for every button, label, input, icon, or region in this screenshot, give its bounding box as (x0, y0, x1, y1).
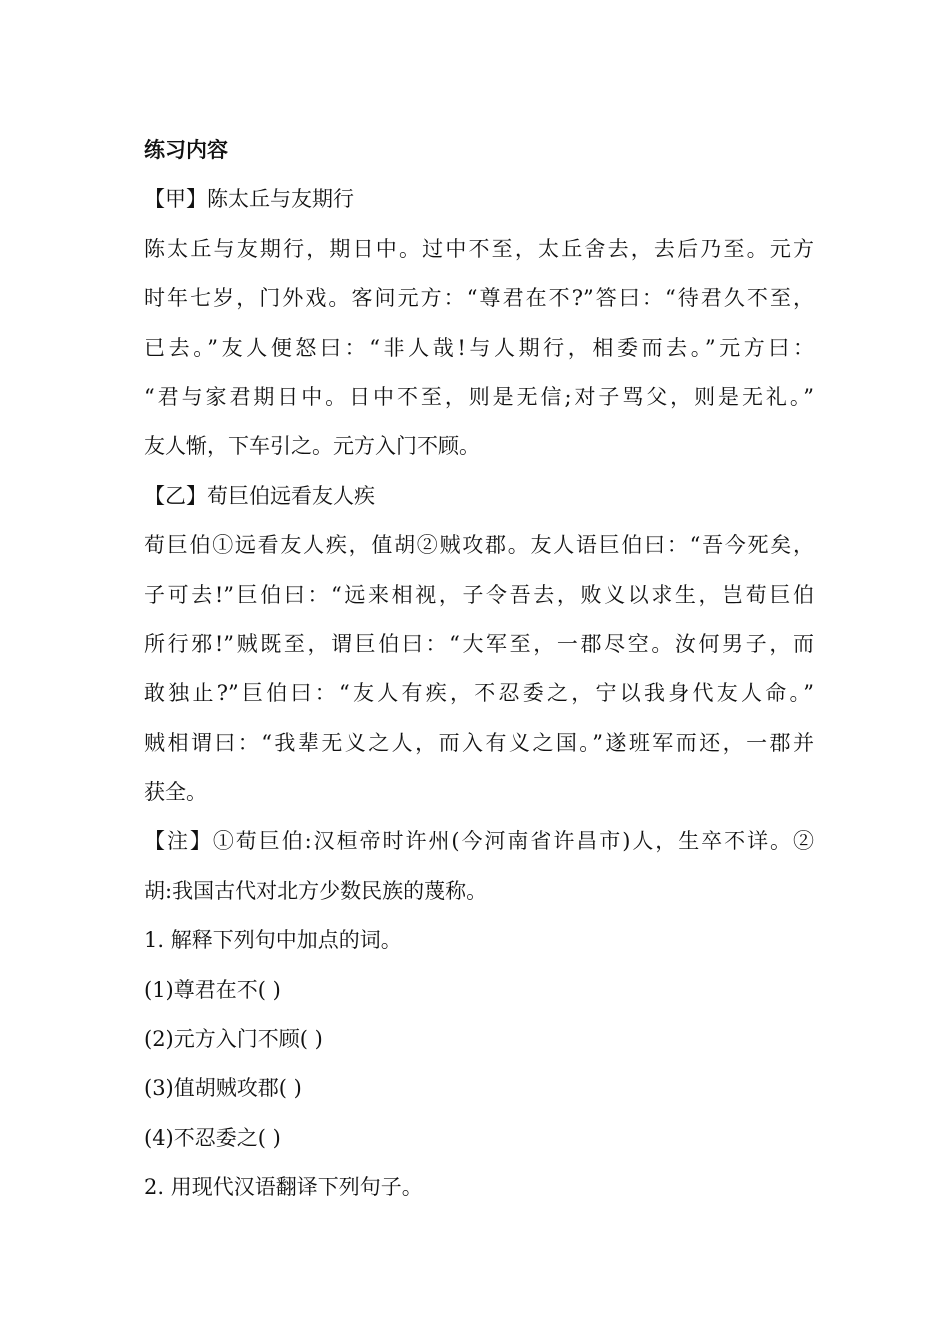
passage-a-line: “君与家君期日中。日中不至，则是无信;对子骂父，则是无礼。” (144, 384, 814, 409)
passage-a-line: 陈太丘与友期行，期日中。过中不至，太丘舍去，去后乃至。元方 (144, 236, 814, 261)
footnote-line: 胡:我国古代对北方少数民族的蔑称。 (144, 878, 488, 903)
question-1-item: (1)尊君在不( ) (144, 977, 281, 1002)
passage-b-line: 子可去!”巨伯曰：“远来相视，子令吾去，败义以求生，岂荀巨伯 (144, 582, 814, 607)
document-page (144, 126, 814, 1213)
question-2-prompt: 2. 用现代汉语翻译下列句子。 (144, 1175, 423, 1200)
footnote-line: 【注】①荀巨伯:汉桓帝时许州(今河南省许昌市)人，生卒不详。② (144, 829, 814, 854)
passage-b-line: 敢独止?”巨伯曰：“友人有疾，不忍委之，宁以我身代友人命。” (144, 681, 814, 706)
passage-b-line: 贼相谓曰：“我辈无义之人，而入有义之国。”遂班军而还，一郡并 (144, 730, 814, 755)
passage-b-title: 【乙】荀巨伯远看友人疾 (144, 483, 375, 508)
question-1-prompt: 1. 解释下列句中加点的词。 (144, 928, 402, 953)
passage-a-line: 时年七岁，门外戏。客问元方：“尊君在不?”答曰：“待君久不至， (144, 286, 814, 311)
question-1-item: (2)元方入门不顾( ) (144, 1027, 323, 1052)
passage-a-line: 友人惭，下车引之。元方入门不顾。 (144, 434, 480, 459)
passage-a-title: 【甲】陈太丘与友期行 (144, 187, 354, 212)
question-1-item: (4)不忍委之( ) (144, 1125, 281, 1150)
passage-b-line: 获全。 (144, 780, 207, 805)
passage-b-line: 所行邪!”贼既至，谓巨伯曰：“大军至，一郡尽空。汝何男子，而 (144, 631, 814, 656)
passage-b-line: 荀巨伯①远看友人疾，值胡②贼攻郡。友人语巨伯曰：“吾今死矣， (144, 533, 814, 558)
section-heading: 练习内容 (144, 138, 228, 162)
question-1-item: (3)值胡贼攻郡( ) (144, 1076, 302, 1101)
passage-a-line: 已去。”友人便怒曰：“非人哉!与人期行，相委而去。”元方曰： (144, 335, 814, 360)
